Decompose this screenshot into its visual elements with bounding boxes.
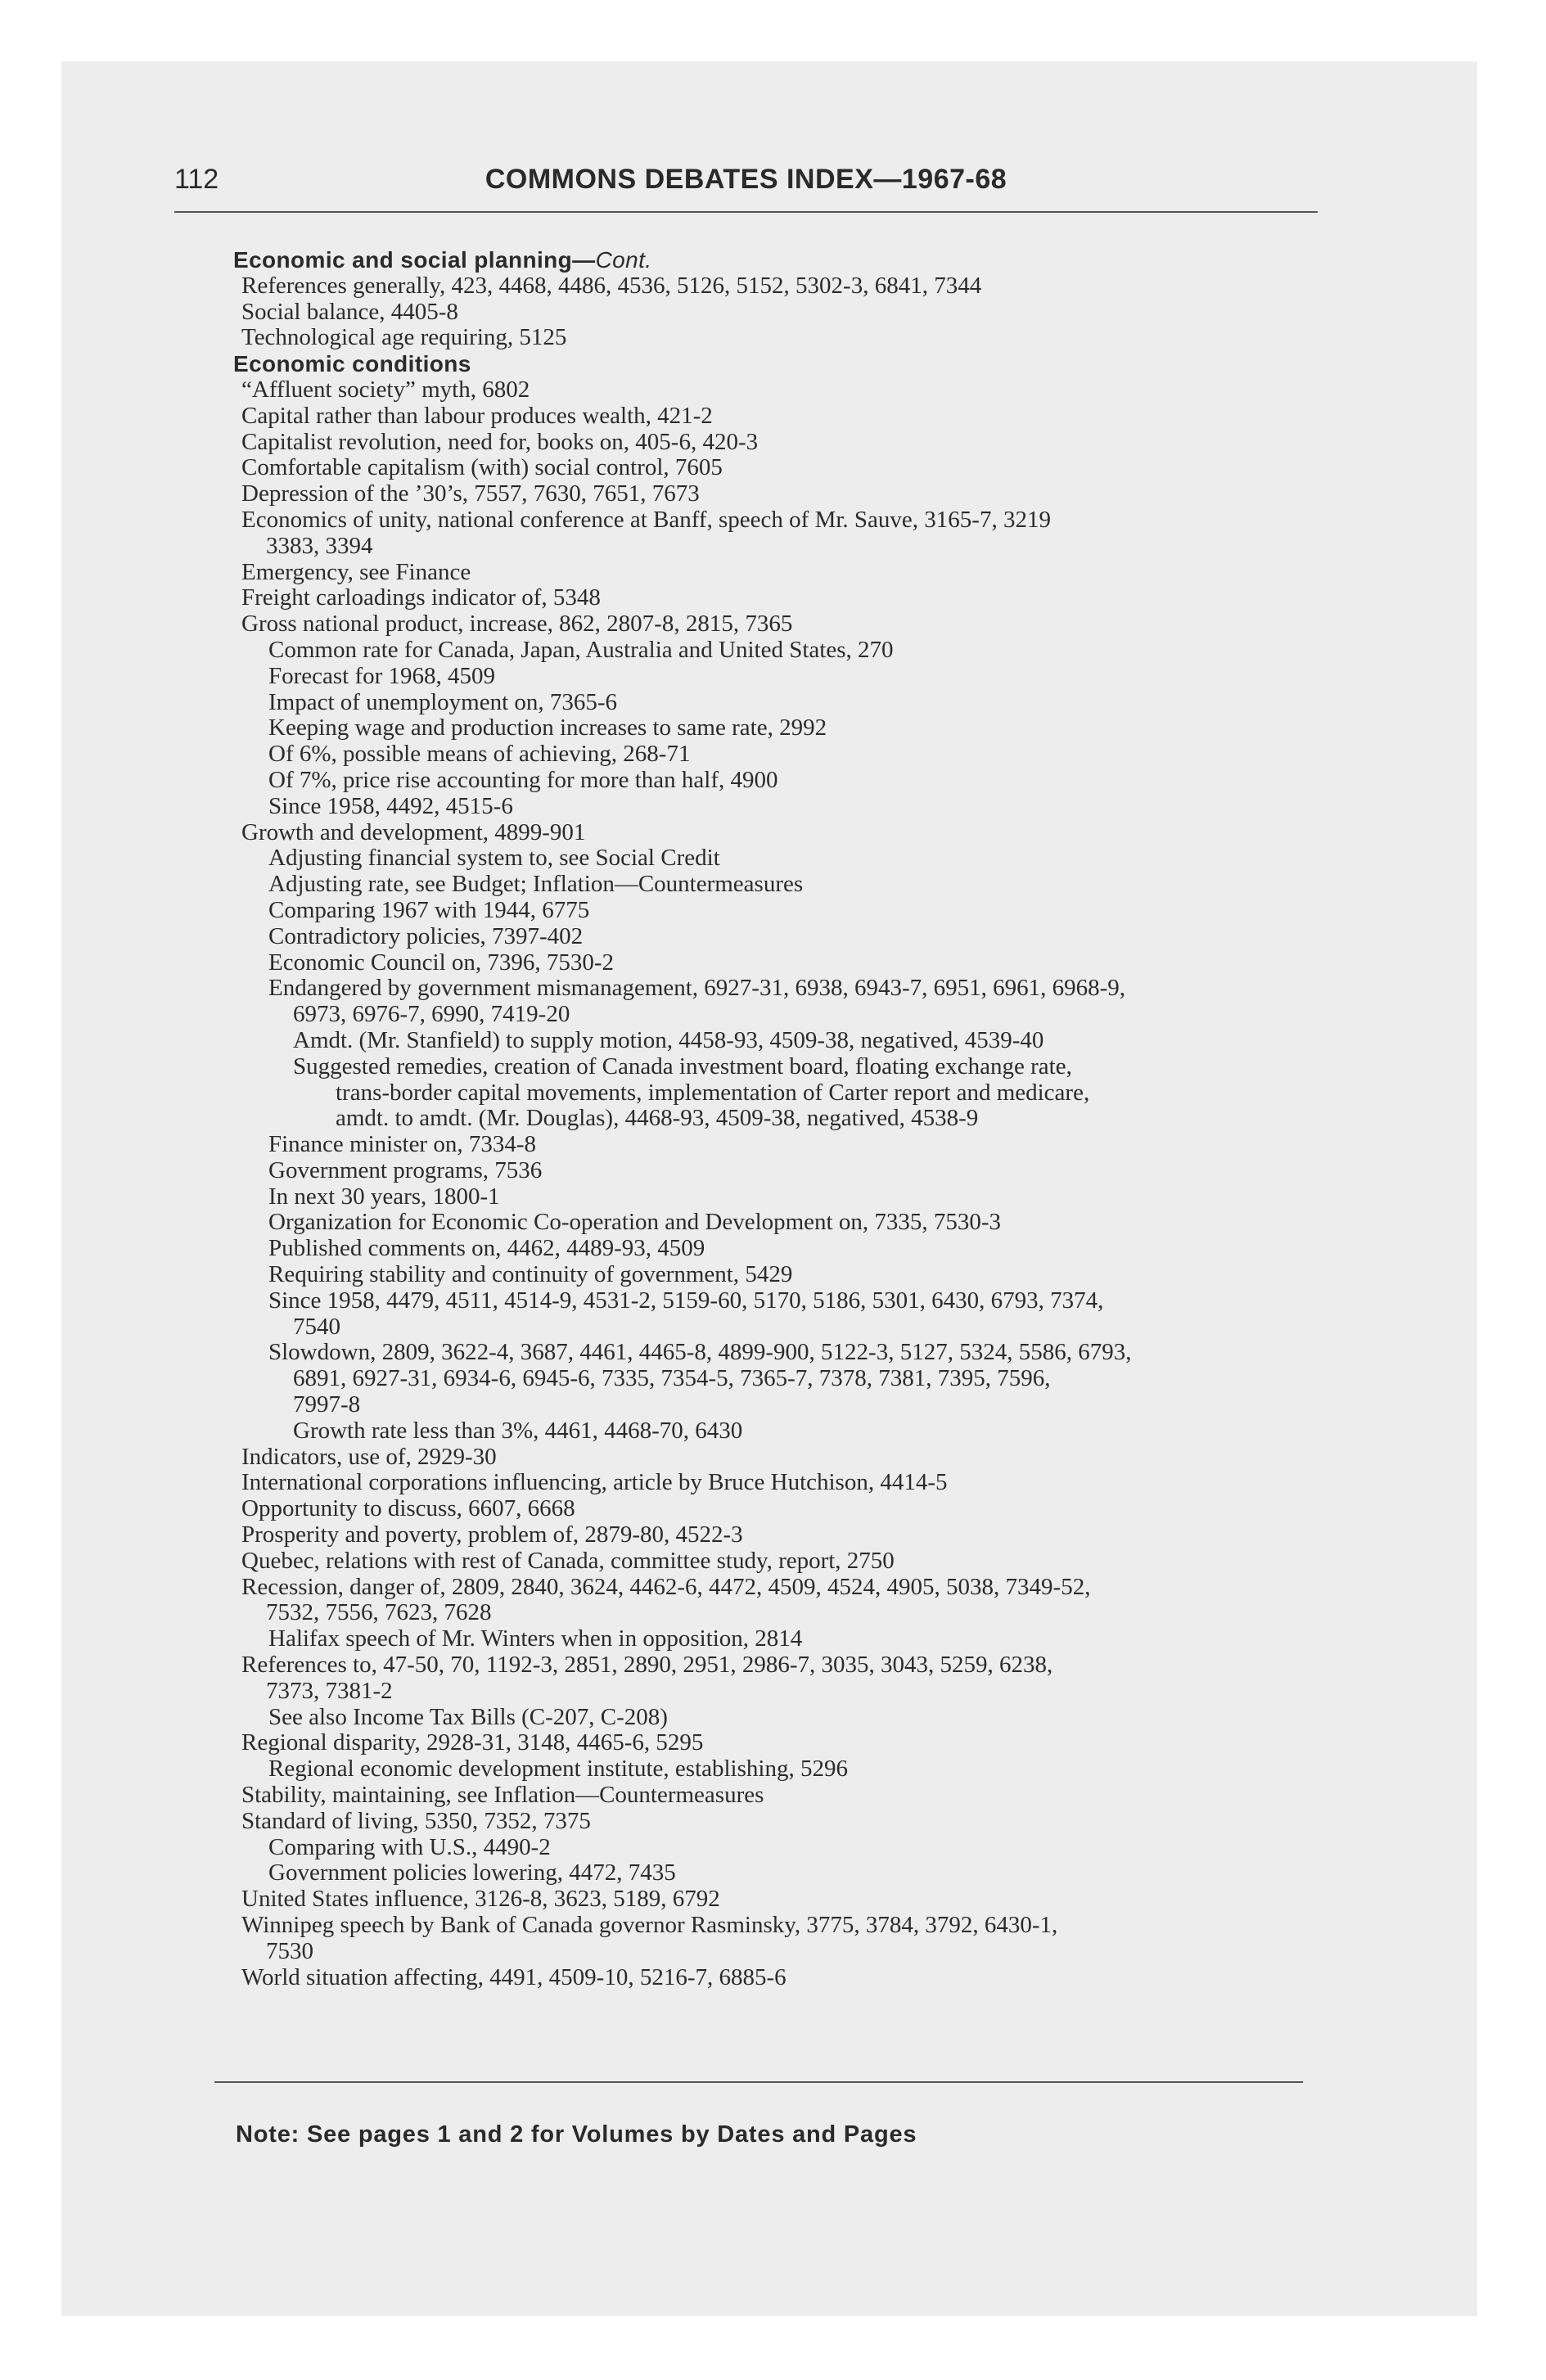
index-heading xyxy=(233,351,1326,377)
index-entry: Since 1958, 4492, 4515-6 xyxy=(268,792,513,819)
index-entry: Amdt. (Mr. Stanfield) to supply motion, 4458-93, 4509-38, negatived, 4539-40 xyxy=(293,1026,1044,1053)
index-entry-continuation: 7530 xyxy=(266,1937,313,1964)
page-number: 112 xyxy=(174,164,219,195)
index-entry: Organization for Economic Co-operation and Development on, 7335, 7530-3 xyxy=(268,1209,1002,1236)
index-entry-continuation: 7373, 7381-2 xyxy=(266,1677,393,1704)
index-entry-continuation: 3383, 3394 xyxy=(266,532,373,559)
index-entry: Adjusting rate, see Budget; Inflation—Countermeasures xyxy=(268,871,804,898)
index-entry: United States influence, 3126-8, 3623, 5189, 6792 xyxy=(241,1886,720,1913)
index-entry-continuation: 7540 xyxy=(293,1313,340,1340)
index-entry: Comparing with U.S., 4490-2 xyxy=(268,1833,551,1860)
index-entry-continuation: 7997-8 xyxy=(293,1391,361,1418)
index-entry: See also Income Tax Bills (C-207, C-208) xyxy=(268,1703,668,1730)
index-entry: Endangered by government mismanagement, 6927-31, 6938, 6943-7, 6951, 6961, 6968-9, xyxy=(268,975,1126,1002)
index-entry: Capital rather than labour produces wealth, 421-2 xyxy=(241,402,713,429)
index-entry-continuation: 7532, 7556, 7623, 7628 xyxy=(266,1599,492,1626)
index-entry: Regional economic development institute, establishing, 5296 xyxy=(268,1756,848,1783)
index-entry: Freight carloadings indicator of, 5348 xyxy=(241,584,601,611)
index-entry: Standard of living, 5350, 7352, 7375 xyxy=(241,1807,591,1834)
index-entry: Of 7%, price rise accounting for more than half, 4900 xyxy=(268,766,778,793)
index-entry: Finance minister on, 7334-8 xyxy=(268,1131,537,1158)
index-entry: Requiring stability and continuity of government, 5429 xyxy=(268,1261,793,1288)
footer-rule xyxy=(214,2081,1303,2083)
index-entry: Comparing 1967 with 1944, 6775 xyxy=(268,896,590,923)
index-entry: Published comments on, 4462, 4489-93, 4509 xyxy=(268,1235,705,1262)
index-entry-continuation: 6973, 6976-7, 6990, 7419-20 xyxy=(293,1001,570,1028)
index-entry: Stability, maintaining, see Inflation—Countermeasures xyxy=(241,1782,764,1809)
index-entry: In next 30 years, 1800-1 xyxy=(268,1183,500,1210)
index-entry: Growth and development, 4899-901 xyxy=(241,818,586,845)
index-entry: Recession, danger of, 2809, 2840, 3624, 4462-6, 4472, 4509, 4524, 4905, 5038, 7349-52, xyxy=(241,1573,1091,1600)
index-entry: Since 1958, 4479, 4511, 4514-9, 4531-2, 5159-60, 5170, 5186, 5301, 6430, 6793, 7374, xyxy=(268,1287,1104,1314)
index-entry: Emergency, see Finance xyxy=(241,558,471,585)
index-entry: Social balance, 4405-8 xyxy=(241,298,458,325)
index-entry: Contradictory policies, 7397-402 xyxy=(268,922,584,949)
index-entry: Suggested remedies, creation of Canada investment board, floating exchange rate, xyxy=(293,1053,1072,1080)
index-entry: Government programs, 7536 xyxy=(268,1156,543,1183)
index-entry: Winnipeg speech by Bank of Canada governor Rasminsky, 3775, 3784, 3792, 6430-1, xyxy=(241,1912,1058,1938)
index-heading-text: Economic conditions xyxy=(233,351,471,377)
index-entry: Slowdown, 2809, 3622-4, 3687, 4461, 4465-8, 4899-900, 5122-3, 5127, 5324, 5586, 6793, xyxy=(268,1339,1132,1366)
index-entry: International corporations influencing, article by Bruce Hutchison, 4414-5 xyxy=(241,1469,948,1496)
index-entry-continuation: 6891, 6927-31, 6934-6, 6945-6, 7335, 7354-5, 7365-7, 7378, 7381, 7395, 7596, xyxy=(293,1365,1051,1392)
index-heading xyxy=(233,247,1326,273)
index-entry: Prosperity and poverty, problem of, 2879-80, 4522-3 xyxy=(241,1521,743,1548)
index-entry: Technological age requiring, 5125 xyxy=(241,324,567,351)
continued-label: Cont. xyxy=(595,247,652,273)
index-entry: Adjusting financial system to, see Social Credit xyxy=(268,845,720,872)
page-header xyxy=(174,164,1318,213)
index-entry: Halifax speech of Mr. Winters when in opposition, 2814 xyxy=(268,1625,803,1652)
index-entry: Comfortable capitalism (with) social control, 7605 xyxy=(241,454,723,481)
index-entry: “Affluent society” myth, 6802 xyxy=(241,376,530,403)
header-rule xyxy=(174,211,1318,213)
index-entry-continuation: trans-border capital movements, implementation of Carter report and medicare, xyxy=(336,1079,1090,1106)
index-entry: World situation affecting, 4491, 4509-10, 5216-7, 6885-6 xyxy=(241,1963,787,1990)
index-entry: Impact of unemployment on, 7365-6 xyxy=(268,688,618,715)
index-entry: Quebec, relations with rest of Canada, committee study, report, 2750 xyxy=(241,1547,895,1574)
index-body xyxy=(233,247,1326,1990)
index-entry: Regional disparity, 2928-31, 3148, 4465-6, 5295 xyxy=(241,1729,704,1756)
footnote: Note: See pages 1 and 2 for Volumes by Dates and Pages xyxy=(236,2121,917,2148)
index-entry: Common rate for Canada, Japan, Australia and United States, 270 xyxy=(268,636,894,663)
index-entry: Growth rate less than 3%, 4461, 4468-70, 6430 xyxy=(293,1417,743,1444)
running-title: COMMONS DEBATES INDEX—1967-68 xyxy=(485,164,1007,195)
index-entry: References generally, 423, 4468, 4486, 4536, 5126, 5152, 5302-3, 6841, 7344 xyxy=(241,272,982,299)
index-entry: References to, 47-50, 70, 1192-3, 2851, 2890, 2951, 2986-7, 3035, 3043, 5259, 6238, xyxy=(241,1652,1053,1679)
index-entry: Government policies lowering, 4472, 7435 xyxy=(268,1859,676,1886)
index-entry: Forecast for 1968, 4509 xyxy=(268,662,496,689)
index-entry: Capitalist revolution, need for, books on, 405-6, 420-3 xyxy=(241,428,759,455)
index-heading-text: Economic and social planning— xyxy=(233,247,596,273)
index-entry: Depression of the ’30’s, 7557, 7630, 7651, 7673 xyxy=(241,480,700,507)
index-entry: Gross national product, increase, 862, 2807-8, 2815, 7365 xyxy=(241,611,793,638)
index-entry: Indicators, use of, 2929-30 xyxy=(241,1443,497,1470)
index-entry: Economic Council on, 7396, 7530-2 xyxy=(268,949,615,976)
index-entry-continuation: amdt. to amdt. (Mr. Douglas), 4468-93, 4509-38, negatived, 4538-9 xyxy=(336,1105,979,1132)
index-entry: Economics of unity, national conference at Banff, speech of Mr. Sauve, 3165-7, 3219 xyxy=(241,506,1051,533)
index-entry: Keeping wage and production increases to same rate, 2992 xyxy=(268,714,827,741)
index-entry: Of 6%, possible means of achieving, 268-71 xyxy=(268,741,691,768)
index-entry: Opportunity to discuss, 6607, 6668 xyxy=(241,1495,575,1522)
